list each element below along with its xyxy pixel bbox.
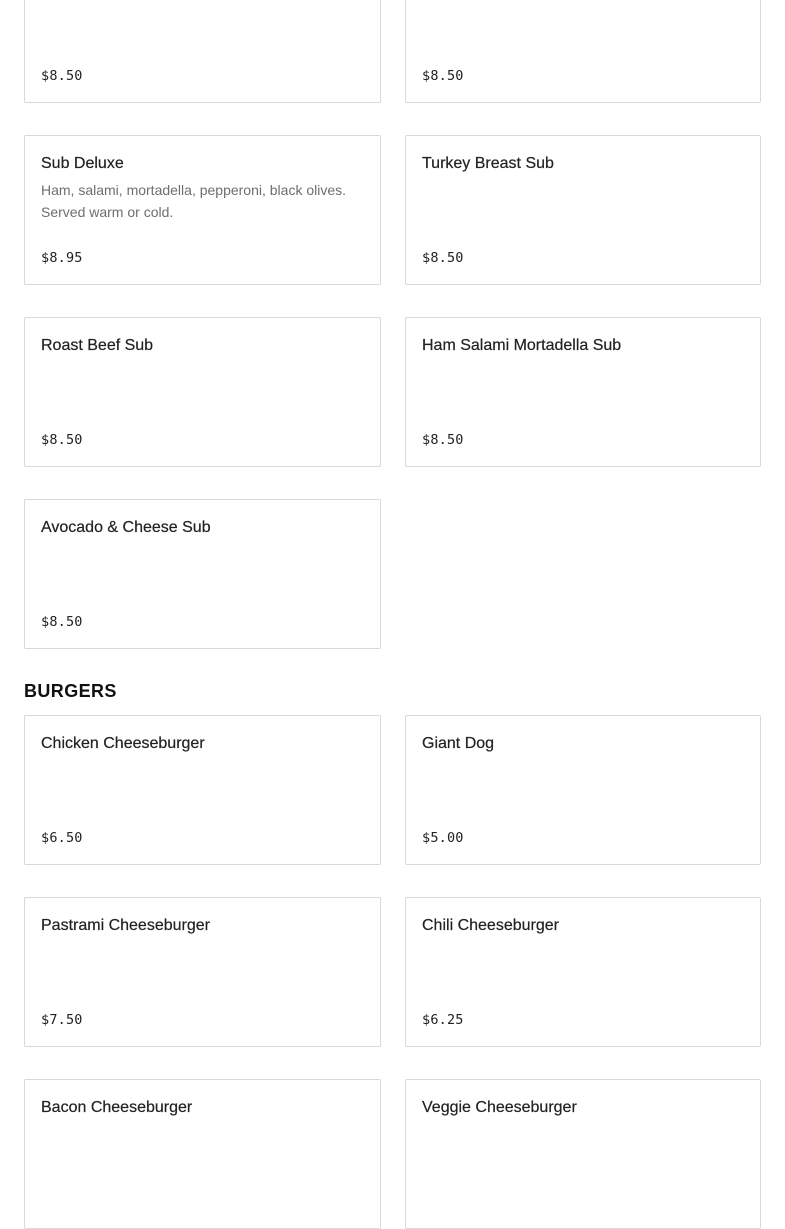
- subs-grid: [24, 0, 761, 649]
- menu-item-name: Turkey Breast Sub: [422, 155, 554, 172]
- menu-item-card[interactable]: [405, 317, 761, 467]
- menu-item-card[interactable]: [24, 897, 381, 1047]
- menu-item-card[interactable]: [24, 135, 381, 285]
- menu-item-name: Roast Beef Sub: [41, 337, 154, 354]
- section-title-burgers: BURGERS: [24, 681, 117, 701]
- menu-item-price: $8.50: [422, 68, 464, 84]
- menu-item-name: Veggie Cheeseburger: [422, 1099, 577, 1116]
- burgers-grid: [24, 715, 761, 1229]
- menu-item-description: Ham, salami, mortadella, pepperoni, black olives. Served warm or cold.: [41, 182, 347, 220]
- menu-item-price: $5.00: [422, 830, 464, 846]
- menu-item-price: $8.50: [41, 432, 83, 448]
- menu-item-name: Sub Deluxe: [41, 155, 124, 172]
- menu-item-card[interactable]: [405, 0, 761, 103]
- menu-item-card[interactable]: [405, 1079, 761, 1229]
- menu-item-price: $7.50: [41, 1012, 83, 1028]
- menu-item-card[interactable]: [24, 499, 381, 649]
- menu-item-name: Avocado & Cheese Sub: [41, 519, 211, 536]
- menu-item-name: Chili Cheeseburger: [422, 917, 559, 934]
- menu-item-card[interactable]: [24, 715, 381, 865]
- menu-item-price: $8.50: [41, 614, 83, 630]
- menu-item-card[interactable]: [24, 0, 381, 103]
- menu-item-name: Pastrami Cheeseburger: [41, 917, 210, 934]
- menu-item-price: $8.95: [41, 250, 83, 266]
- menu-item-card[interactable]: [24, 317, 381, 467]
- menu-item-name: Bacon Cheeseburger: [41, 1099, 193, 1116]
- menu-item-price: $8.50: [41, 68, 83, 84]
- menu-item-card[interactable]: [405, 715, 761, 865]
- menu-item-name: Giant Dog: [422, 735, 495, 752]
- menu-item-card[interactable]: [405, 135, 761, 285]
- menu-item-name: Ham Salami Mortadella Sub: [422, 337, 622, 354]
- menu-item-price: $8.50: [422, 432, 464, 448]
- menu-item-name: Chicken Cheeseburger: [41, 735, 205, 752]
- menu-item-price: $6.25: [422, 1012, 464, 1028]
- menu-item-card[interactable]: [405, 897, 761, 1047]
- menu-item-price: $6.50: [41, 830, 83, 846]
- menu-item-card[interactable]: [24, 1079, 381, 1229]
- menu-scroll-area: [24, 0, 761, 1229]
- menu-item-price: $8.50: [422, 250, 464, 266]
